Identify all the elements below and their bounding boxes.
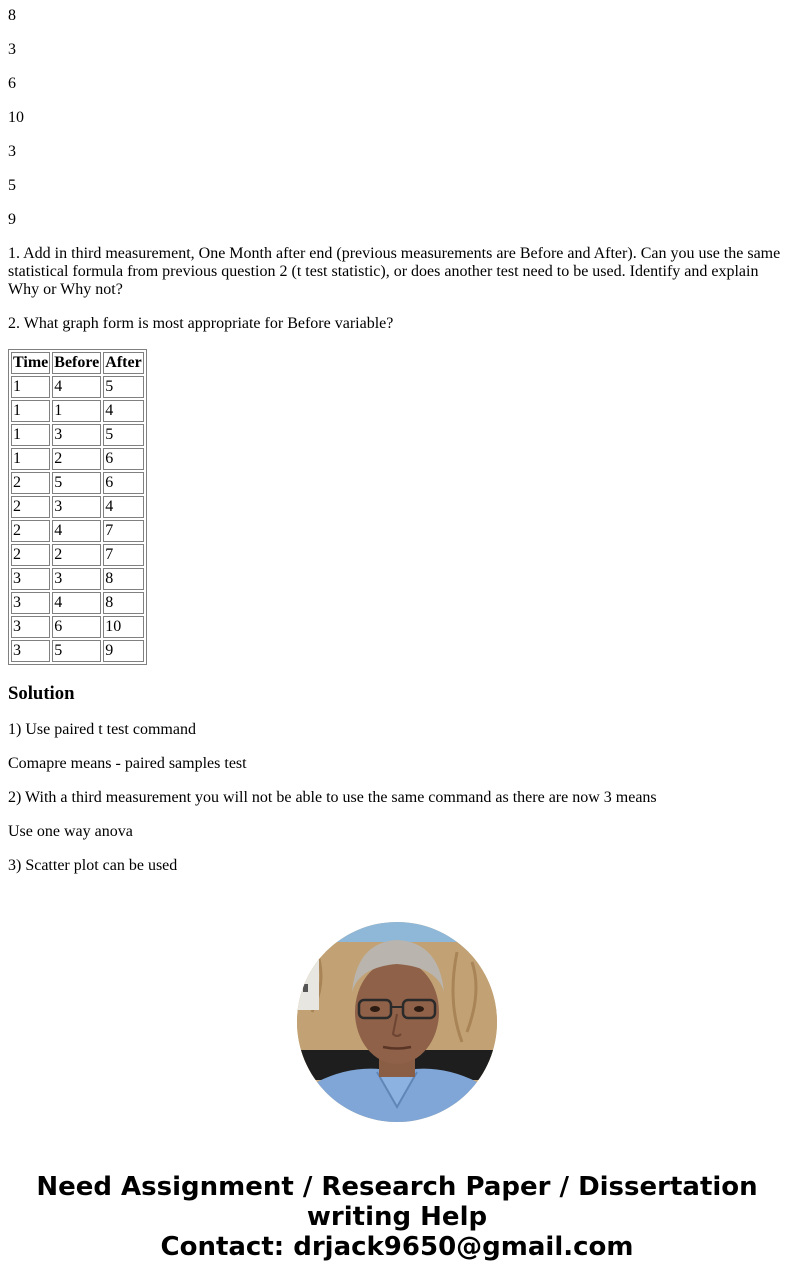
cell-time: 3 [11,568,50,590]
document-body [0,7,794,875]
header-after: After [103,352,143,374]
cell-after: 7 [103,520,143,542]
table-row [11,544,144,566]
table-row [11,472,144,494]
value-line: 9 [8,211,16,228]
cell-time: 3 [11,592,50,614]
solution-line: 2) With a third measurement you will not be able to use the same command as there are now 3 means [8,789,657,806]
cell-before: 1 [52,400,101,422]
contact-banner [0,1172,794,1262]
question-2: 2. What graph form is most appropriate for Before variable? [8,315,394,332]
header-before: Before [52,352,101,374]
table-row [11,376,144,398]
person-portrait-icon [297,922,497,1122]
cell-before: 3 [52,496,101,518]
table-row [11,568,144,590]
table-row [11,592,144,614]
value-line: 3 [8,143,16,160]
table-row [11,400,144,422]
value-line: 8 [8,7,16,24]
banner-line-2: writing Help [306,1202,488,1232]
cell-after: 5 [103,424,143,446]
solution-line: 1) Use paired t test command [8,721,196,738]
question-1: 1. Add in third measurement, One Month after end (previous measurements are Before and After). Can you use the same statistical formula from previous question 2 (t test statistic), or does another test need to be used. Identify and explain Why or Why not? [8,245,781,298]
solution-line: 3) Scatter plot can be used [8,857,178,874]
table-row [11,496,144,518]
cell-time: 2 [11,472,50,494]
table-header-row [11,352,144,374]
cell-time: 2 [11,544,50,566]
cell-before: 3 [52,424,101,446]
table-row [11,616,144,638]
cell-time: 1 [11,448,50,470]
cell-before: 2 [52,448,101,470]
cell-after: 6 [103,472,143,494]
cell-after: 5 [103,376,143,398]
cell-before: 3 [52,568,101,590]
cell-after: 9 [103,640,143,662]
cell-after: 4 [103,400,143,422]
cell-before: 2 [52,544,101,566]
cell-before: 5 [52,640,101,662]
table-row [11,640,144,662]
cell-after: 8 [103,592,143,614]
value-line: 6 [8,75,16,92]
table-row [11,424,144,446]
cell-time: 1 [11,424,50,446]
cell-after: 7 [103,544,143,566]
cell-before: 6 [52,616,101,638]
value-line: 3 [8,41,16,58]
solution-line: Use one way anova [8,823,133,840]
cell-time: 1 [11,400,50,422]
value-line: 5 [8,177,16,194]
cell-time: 2 [11,496,50,518]
header-time: Time [11,352,50,374]
banner-contact-email: Contact: drjack9650@gmail.com [160,1232,634,1262]
table-row [11,520,144,542]
cell-time: 3 [11,640,50,662]
top-values-list [8,7,786,229]
solution-heading: Solution [8,683,75,704]
solution-line: Comapre means - paired samples test [8,755,247,772]
cell-after: 6 [103,448,143,470]
banner-line-1: Need Assignment / Research Paper / Dissertation [36,1172,758,1202]
author-avatar [297,922,497,1122]
cell-before: 4 [52,376,101,398]
cell-after: 10 [103,616,143,638]
cell-before: 5 [52,472,101,494]
cell-time: 3 [11,616,50,638]
cell-time: 1 [11,376,50,398]
cell-before: 4 [52,520,101,542]
cell-before: 4 [52,592,101,614]
value-line: 10 [8,109,24,126]
author-avatar-container [0,922,794,1122]
cell-after: 8 [103,568,143,590]
data-table [8,349,147,665]
cell-after: 4 [103,496,143,518]
table-row [11,448,144,470]
cell-time: 2 [11,520,50,542]
